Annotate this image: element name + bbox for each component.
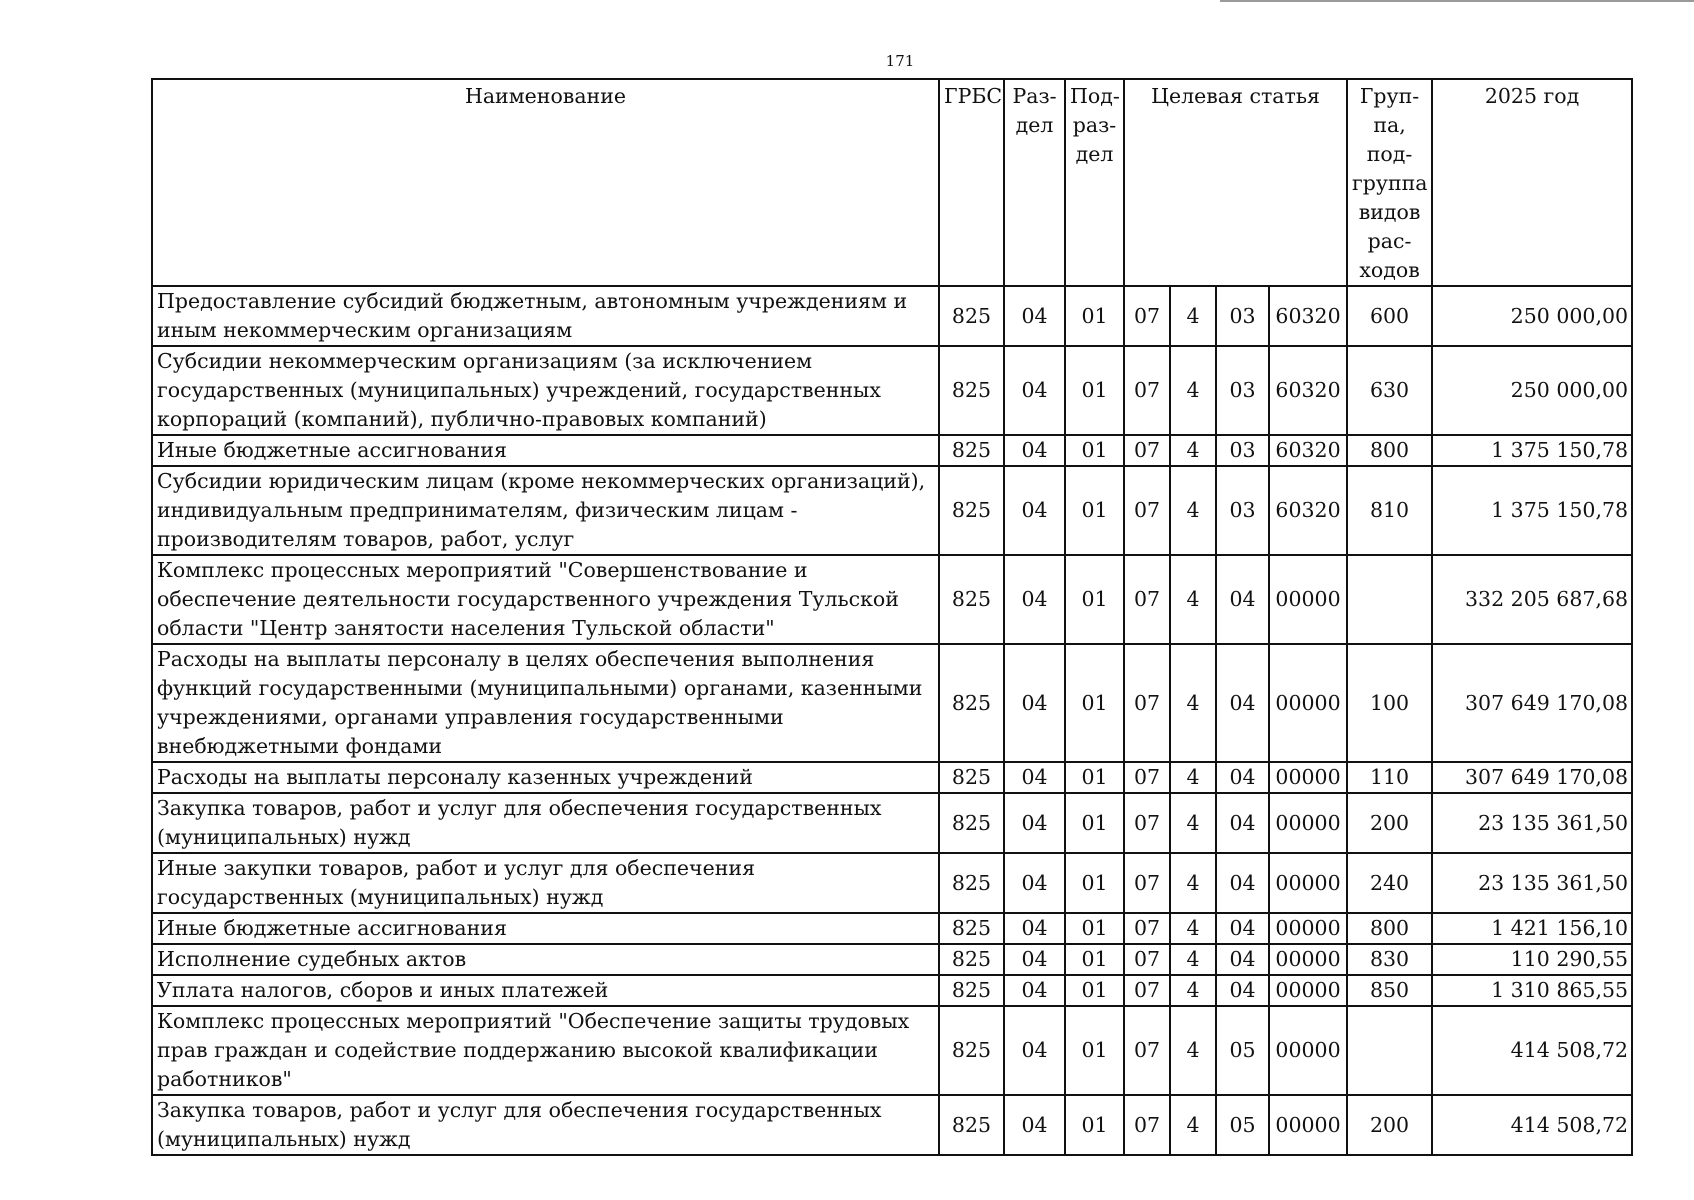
cell-section: 04 (1004, 944, 1065, 975)
cell-name: Расходы на выплаты персоналу казенных учреждений (152, 762, 939, 793)
cell-grbs: 825 (939, 975, 1004, 1006)
table-row (152, 644, 1632, 762)
cell-subsection: 01 (1065, 913, 1124, 944)
cell-grbs: 825 (939, 466, 1004, 555)
cell-target-structure: 03 (1216, 346, 1269, 435)
cell-expense-group: 200 (1347, 793, 1432, 853)
cell-expense-group: 100 (1347, 644, 1432, 762)
table-row (152, 762, 1632, 793)
cell-target-program: 07 (1124, 975, 1170, 1006)
cell-target-direction: 60320 (1269, 286, 1347, 346)
header-target-article: Целевая статья (1124, 79, 1347, 286)
cell-target-type: 4 (1170, 1006, 1216, 1095)
table-row (152, 975, 1632, 1006)
header-year-2025: 2025 год (1432, 79, 1632, 286)
table-row (152, 555, 1632, 644)
cell-expense-group: 850 (1347, 975, 1432, 1006)
cell-name: Субсидии юридическим лицам (кроме некоммерческих организаций), индивидуальным предпринимателям, физическим лицам - производителям товаров, работ, услуг (152, 466, 939, 555)
cell-target-direction: 00000 (1269, 1095, 1347, 1155)
cell-target-structure: 04 (1216, 555, 1269, 644)
cell-amount: 23 135 361,50 (1432, 853, 1632, 913)
cell-target-program: 07 (1124, 435, 1170, 466)
cell-name: Субсидии некоммерческим организациям (за исключением государственных (муниципальных) учреждений, государственных корпораций (компаний), публично-правовых компаний) (152, 346, 939, 435)
cell-target-structure: 03 (1216, 286, 1269, 346)
cell-name: Исполнение судебных актов (152, 944, 939, 975)
cell-target-type: 4 (1170, 644, 1216, 762)
cell-expense-group: 810 (1347, 466, 1432, 555)
cell-expense-group: 600 (1347, 286, 1432, 346)
cell-target-direction: 00000 (1269, 644, 1347, 762)
cell-amount: 307 649 170,08 (1432, 644, 1632, 762)
cell-amount: 414 508,72 (1432, 1095, 1632, 1155)
table-row (152, 913, 1632, 944)
table-row (152, 853, 1632, 913)
cell-section: 04 (1004, 466, 1065, 555)
cell-section: 04 (1004, 793, 1065, 853)
cell-target-direction: 00000 (1269, 913, 1347, 944)
cell-target-direction: 00000 (1269, 944, 1347, 975)
cell-target-direction: 00000 (1269, 793, 1347, 853)
cell-grbs: 825 (939, 644, 1004, 762)
cell-grbs: 825 (939, 435, 1004, 466)
cell-expense-group: 800 (1347, 435, 1432, 466)
top-edge-rule (1220, 0, 1694, 2)
header-subsection: Под- раз- дел (1065, 79, 1124, 286)
cell-target-type: 4 (1170, 466, 1216, 555)
cell-grbs: 825 (939, 944, 1004, 975)
header-row (152, 79, 1632, 286)
cell-section: 04 (1004, 1006, 1065, 1095)
cell-amount: 332 205 687,68 (1432, 555, 1632, 644)
cell-grbs: 825 (939, 1006, 1004, 1095)
cell-name: Предоставление субсидий бюджетным, автономным учреждениям и иным некоммерческим организациям (152, 286, 939, 346)
cell-subsection: 01 (1065, 944, 1124, 975)
table-row (152, 1095, 1632, 1155)
cell-amount: 110 290,55 (1432, 944, 1632, 975)
cell-subsection: 01 (1065, 346, 1124, 435)
cell-target-direction: 60320 (1269, 466, 1347, 555)
cell-grbs: 825 (939, 1095, 1004, 1155)
cell-subsection: 01 (1065, 1006, 1124, 1095)
cell-expense-group: 630 (1347, 346, 1432, 435)
cell-target-structure: 03 (1216, 466, 1269, 555)
cell-target-direction: 60320 (1269, 435, 1347, 466)
cell-target-program: 07 (1124, 1095, 1170, 1155)
header-section: Раз- дел (1004, 79, 1065, 286)
cell-amount: 1 421 156,10 (1432, 913, 1632, 944)
cell-amount: 1 310 865,55 (1432, 975, 1632, 1006)
cell-amount: 1 375 150,78 (1432, 435, 1632, 466)
cell-expense-group: 830 (1347, 944, 1432, 975)
cell-target-structure: 05 (1216, 1006, 1269, 1095)
cell-section: 04 (1004, 975, 1065, 1006)
cell-target-program: 07 (1124, 555, 1170, 644)
cell-target-type: 4 (1170, 944, 1216, 975)
cell-grbs: 825 (939, 762, 1004, 793)
cell-grbs: 825 (939, 286, 1004, 346)
cell-section: 04 (1004, 1095, 1065, 1155)
header-grbs: ГРБС (939, 79, 1004, 286)
cell-grbs: 825 (939, 913, 1004, 944)
cell-subsection: 01 (1065, 644, 1124, 762)
cell-target-type: 4 (1170, 975, 1216, 1006)
cell-target-direction: 00000 (1269, 1006, 1347, 1095)
cell-subsection: 01 (1065, 793, 1124, 853)
cell-section: 04 (1004, 346, 1065, 435)
cell-section: 04 (1004, 644, 1065, 762)
table-row (152, 435, 1632, 466)
cell-grbs: 825 (939, 793, 1004, 853)
cell-expense-group: 800 (1347, 913, 1432, 944)
cell-target-type: 4 (1170, 762, 1216, 793)
cell-target-structure: 04 (1216, 644, 1269, 762)
cell-subsection: 01 (1065, 1095, 1124, 1155)
cell-target-structure: 04 (1216, 944, 1269, 975)
cell-target-direction: 00000 (1269, 762, 1347, 793)
cell-subsection: 01 (1065, 975, 1124, 1006)
cell-target-program: 07 (1124, 913, 1170, 944)
cell-target-type: 4 (1170, 793, 1216, 853)
table-body (152, 286, 1632, 1155)
cell-target-program: 07 (1124, 644, 1170, 762)
table-row (152, 793, 1632, 853)
cell-target-direction: 00000 (1269, 853, 1347, 913)
page-number: 171 (885, 52, 915, 70)
cell-section: 04 (1004, 853, 1065, 913)
cell-section: 04 (1004, 286, 1065, 346)
cell-target-program: 07 (1124, 762, 1170, 793)
table-row (152, 286, 1632, 346)
cell-target-direction: 00000 (1269, 975, 1347, 1006)
cell-target-structure: 04 (1216, 975, 1269, 1006)
cell-target-structure: 04 (1216, 853, 1269, 913)
cell-section: 04 (1004, 555, 1065, 644)
cell-name: Комплекс процессных мероприятий "Обеспечение защиты трудовых прав граждан и содействие поддержанию высокой квалификации работников" (152, 1006, 939, 1095)
cell-name: Закупка товаров, работ и услуг для обеспечения государственных (муниципальных) нужд (152, 1095, 939, 1155)
cell-name: Иные бюджетные ассигнования (152, 435, 939, 466)
cell-expense-group: 200 (1347, 1095, 1432, 1155)
table-row (152, 1006, 1632, 1095)
cell-target-structure: 05 (1216, 1095, 1269, 1155)
cell-target-program: 07 (1124, 1006, 1170, 1095)
budget-table (151, 78, 1633, 1156)
cell-expense-group: 240 (1347, 853, 1432, 913)
cell-subsection: 01 (1065, 853, 1124, 913)
cell-subsection: 01 (1065, 555, 1124, 644)
cell-grbs: 825 (939, 853, 1004, 913)
cell-target-type: 4 (1170, 435, 1216, 466)
cell-name: Иные закупки товаров, работ и услуг для обеспечения государственных (муниципальных) нужд (152, 853, 939, 913)
cell-target-direction: 00000 (1269, 555, 1347, 644)
cell-target-program: 07 (1124, 466, 1170, 555)
cell-target-type: 4 (1170, 913, 1216, 944)
cell-target-program: 07 (1124, 944, 1170, 975)
cell-target-structure: 04 (1216, 913, 1269, 944)
header-name: Наименование (152, 79, 939, 286)
table-row (152, 944, 1632, 975)
cell-target-type: 4 (1170, 853, 1216, 913)
cell-target-program: 07 (1124, 793, 1170, 853)
cell-name: Иные бюджетные ассигнования (152, 913, 939, 944)
cell-grbs: 825 (939, 346, 1004, 435)
cell-amount: 250 000,00 (1432, 346, 1632, 435)
cell-target-type: 4 (1170, 555, 1216, 644)
cell-target-structure: 04 (1216, 793, 1269, 853)
cell-name: Комплекс процессных мероприятий "Совершенствование и обеспечение деятельности государственного учреждения Тульской области "Центр занятости населения Тульской области" (152, 555, 939, 644)
header-expense-group: Груп- па, под- группа видов рас- ходов (1347, 79, 1432, 286)
cell-target-type: 4 (1170, 286, 1216, 346)
cell-section: 04 (1004, 762, 1065, 793)
cell-subsection: 01 (1065, 286, 1124, 346)
cell-amount: 414 508,72 (1432, 1006, 1632, 1095)
cell-target-structure: 03 (1216, 435, 1269, 466)
cell-target-program: 07 (1124, 853, 1170, 913)
table-row (152, 346, 1632, 435)
cell-target-type: 4 (1170, 1095, 1216, 1155)
cell-grbs: 825 (939, 555, 1004, 644)
cell-expense-group (1347, 1006, 1432, 1095)
cell-name: Закупка товаров, работ и услуг для обеспечения государственных (муниципальных) нужд (152, 793, 939, 853)
cell-section: 04 (1004, 435, 1065, 466)
cell-expense-group: 110 (1347, 762, 1432, 793)
cell-target-program: 07 (1124, 346, 1170, 435)
cell-expense-group (1347, 555, 1432, 644)
cell-amount: 250 000,00 (1432, 286, 1632, 346)
cell-target-type: 4 (1170, 346, 1216, 435)
cell-amount: 1 375 150,78 (1432, 466, 1632, 555)
cell-target-program: 07 (1124, 286, 1170, 346)
cell-subsection: 01 (1065, 435, 1124, 466)
cell-name: Уплата налогов, сборов и иных платежей (152, 975, 939, 1006)
cell-amount: 23 135 361,50 (1432, 793, 1632, 853)
cell-section: 04 (1004, 913, 1065, 944)
cell-target-direction: 60320 (1269, 346, 1347, 435)
cell-target-structure: 04 (1216, 762, 1269, 793)
cell-amount: 307 649 170,08 (1432, 762, 1632, 793)
cell-subsection: 01 (1065, 466, 1124, 555)
cell-subsection: 01 (1065, 762, 1124, 793)
cell-name: Расходы на выплаты персоналу в целях обеспечения выполнения функций государственными (муниципальными) органами, казенными учреждениями, органами управления государственными внебюджетными фондами (152, 644, 939, 762)
table-row (152, 466, 1632, 555)
